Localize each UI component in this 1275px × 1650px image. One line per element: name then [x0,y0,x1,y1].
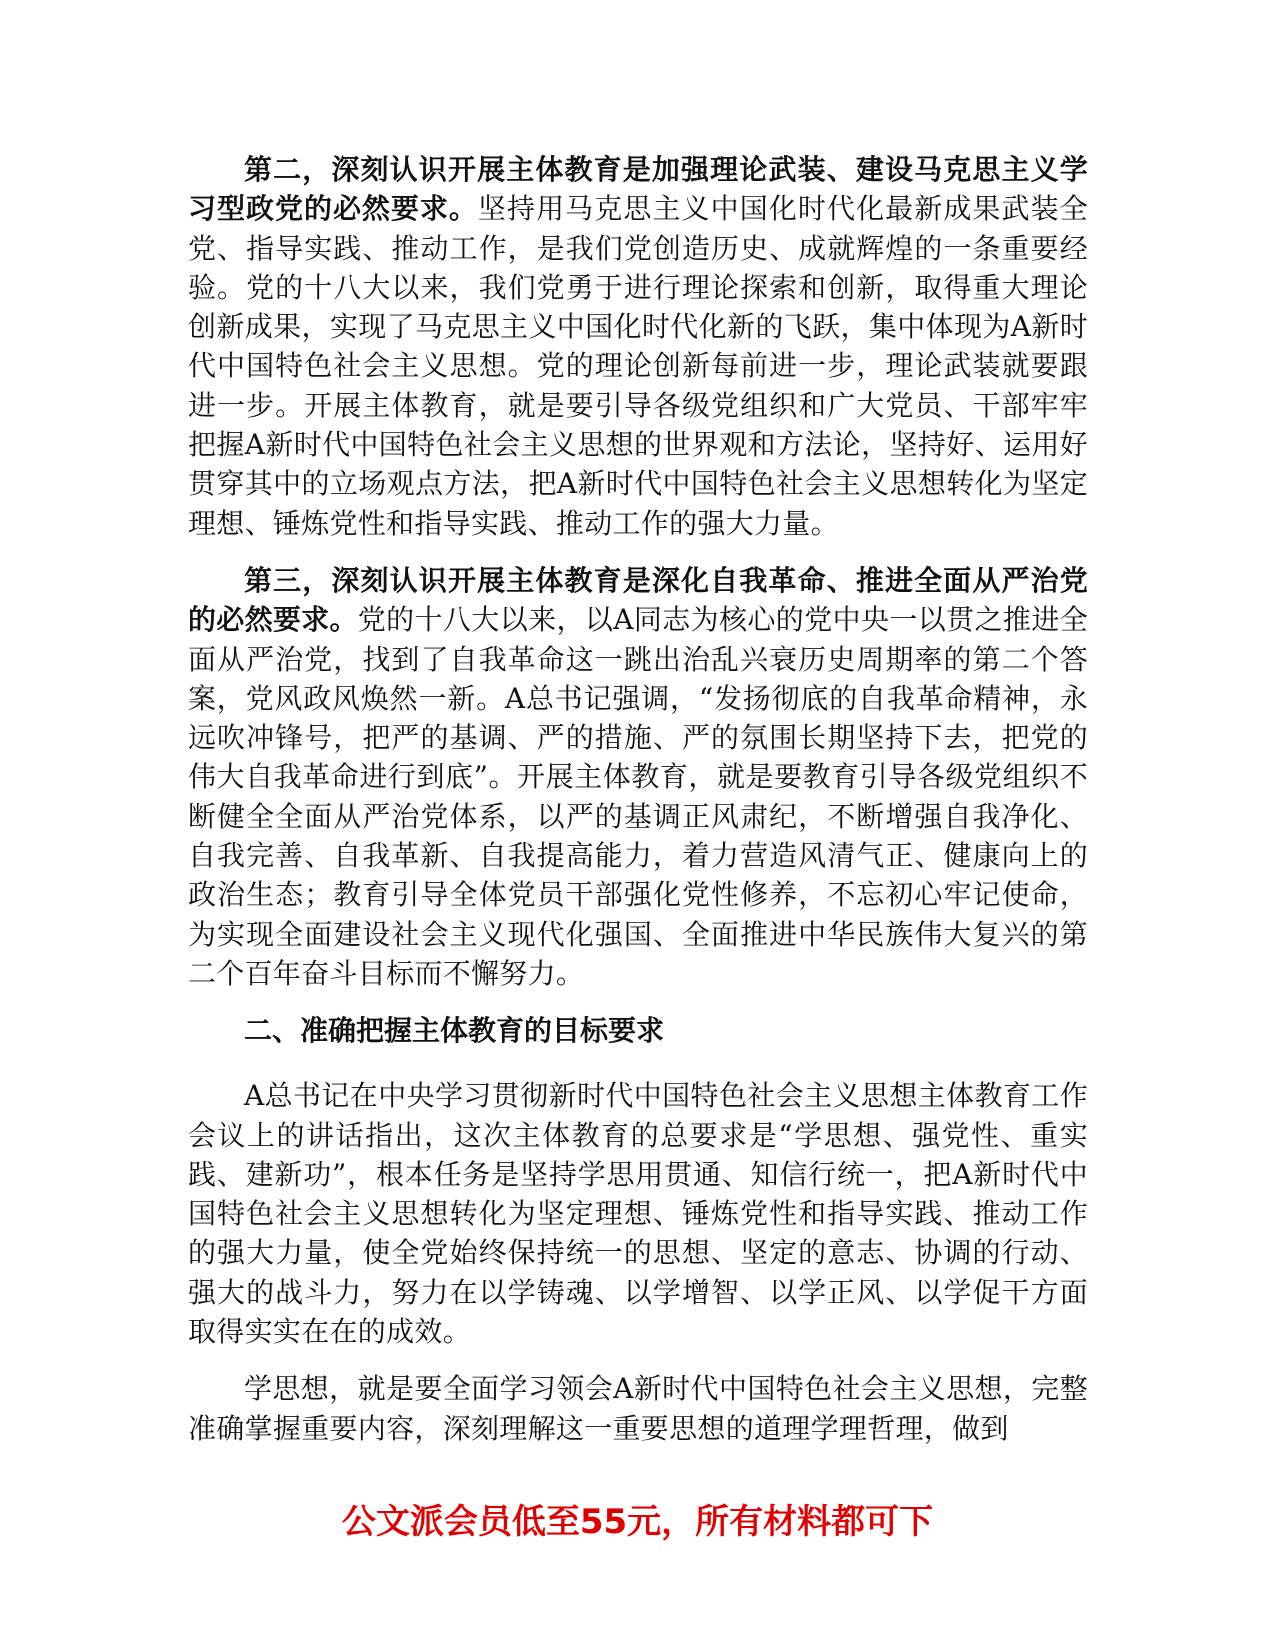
paragraph-text: 坚持用马克思主义中国化时代化最新成果武装全党、指导实践、推动工作，是我们党创造历史、成就辉煌的一条重要经验。党的十八大以来，我们党勇于进行理论探索和创新，取得重大理论创新成果，实现了马克思主义中国化时代化新的飞跃，集中体现为A新时代中国特色社会主义思想。党的理论创新每前进一步，理论武装就要跟进一步。开展主体教育，就是要引导各级党组织和广大党员、干部牢牢把握A新时代中国特色社会主义思想的世界观和方法论，坚持好、运用好贯穿其中的立场观点方法，把A新时代中国特色社会主义思想转化为坚定理想、锤炼党性和指导实践、推动工作的强大力量。 [188,192,1088,540]
paragraph-second-point [188,150,1088,543]
section-heading: 二、准确把握主体教育的目标要求 [244,1014,665,1048]
paragraph-text: 党的十八大以来，以A同志为核心的党中央一以贯之推进全面从严治党，找到了自我革命这一跳出治乱兴衰历史周期率的第二个答案，党风政风焕然一新。A总书记强调，“发扬彻底的自我革命精神，永远吹冲锋号，把严的基调、严的措施、严的氛围长期坚持下去，把党的伟大自我革命进行到底”。开展主体教育，就是要教育引导各级党组织不断健全全面从严治党体系，以严的基调正风肃纪，不断增强自我净化、自我完善、自我革新、自我提高能力，着力营造风清气正、健康向上的政治生态；教育引导全体党员干部强化党性修养，不忘初心牢记使命，为实现全面建设社会主义现代化强国、全面推进中华民族伟大复兴的第二个百年奋斗目标而不懈努力。 [188,603,1089,990]
paragraph-general-requirements: A总书记在中央学习贯彻新时代中国特色社会主义思想主体教育工作会议上的讲话指出，这次主体教育的总要求是“学思想、强党性、重实践、建新功”，根本任务是坚持学思用贯通、知信行统一，把A新时代中国特色社会主义思想转化为坚定理想、锤炼党性和指导实践、推动工作的强大力量，使全党始终保持统一的思想、坚定的意志、协调的行动、强大的战斗力，努力在以学铸魂、以学增智、以学正风、以学促干方面取得实实在在的成效。 [188,1079,1088,1349]
paragraph-lead: 第三，深刻认识开展主体教育是深化自我革命、推进全面从严治党的必然要求。 [188,563,1088,637]
paragraph-lead: 第二，深刻认识开展主体教育是加强理论武装、建设马克思主义学习型政党的必然要求。 [188,153,1088,226]
promo-banner: 公文派会员低至55元，所有材料都可下 [341,1502,934,1542]
paragraph-third-point [188,561,1088,993]
document-body [188,150,1088,1466]
paragraph-study-thought: 学思想，就是要全面学习领会A新时代中国特色社会主义思想，完整准确掌握重要内容，深刻理解这一重要思想的道理学理哲理，做到 [188,1372,1088,1445]
